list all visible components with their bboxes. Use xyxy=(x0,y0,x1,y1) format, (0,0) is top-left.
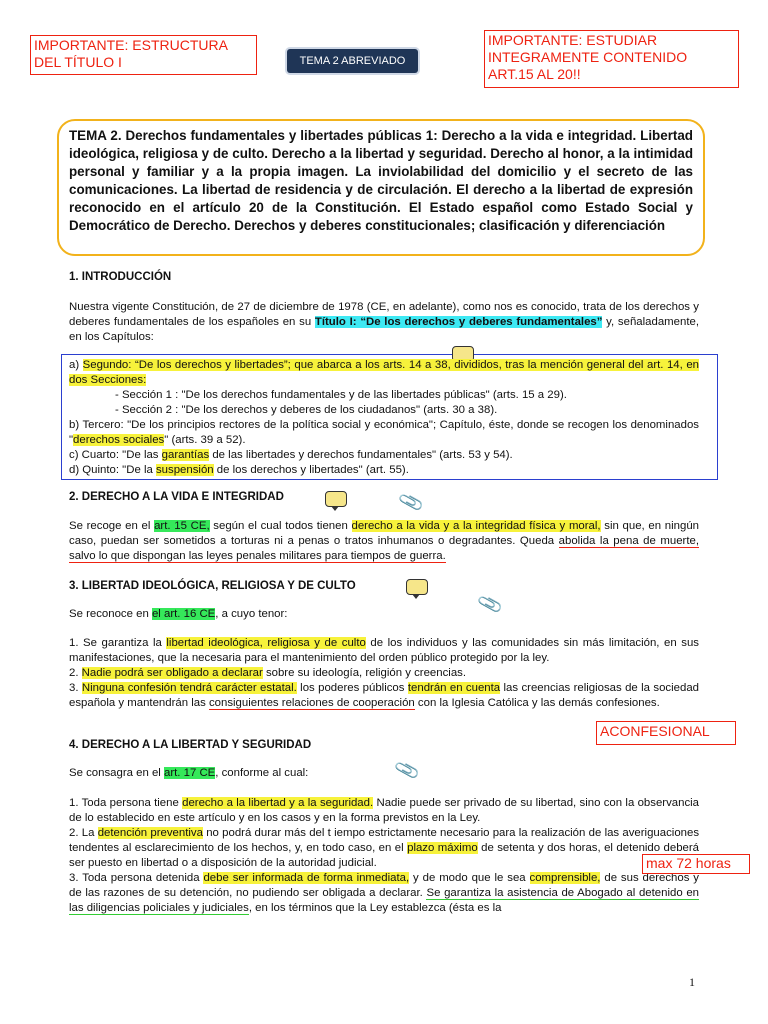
text: " (arts. 39 a 52). xyxy=(164,434,246,446)
text: , conforme al cual: xyxy=(215,767,309,779)
text: según el cual todos tienen xyxy=(209,520,352,532)
item-1 xyxy=(69,796,699,826)
highlight: derecho a la vida y a la integridad física y moral, xyxy=(351,520,601,532)
section-1-heading: 1. INTRODUCCIÓN xyxy=(69,271,172,283)
note-aconfesional: ACONFESIONAL xyxy=(596,721,736,745)
comment-icon[interactable] xyxy=(406,579,428,595)
text: con la Iglesia Católica y las demás confesiones. xyxy=(414,697,660,709)
text: y de modo que le sea xyxy=(409,872,530,884)
highlight: suspensión xyxy=(155,464,214,476)
highlight: tendrán en cuenta xyxy=(407,682,501,694)
text: sin que, en ningún caso, puedan ser sometidos a torturas ni a penas o tratos inhumanos o degradantes. Queda xyxy=(69,520,699,547)
paperclip-icon[interactable]: 📎 xyxy=(393,756,421,784)
underline: Se garantiza la asistencia de Abogado al detenido en las diligencias policiales y judiciales xyxy=(69,887,699,914)
underline: consiguientes relaciones de cooperación xyxy=(208,697,415,709)
highlight: plazo máximo xyxy=(407,842,478,854)
section-4-heading: 4. DERECHO A LA LIBERTAD Y SEGURIDAD xyxy=(69,739,312,751)
tema-abreviado-button[interactable]: TEMA 2 ABREVIADO xyxy=(287,49,418,73)
highlight: debe ser informada de forma inmediata, xyxy=(203,872,410,884)
text: los poderes públicos xyxy=(296,682,408,694)
highlight: derechos sociales xyxy=(73,434,165,446)
text: c) Cuarto: "De las xyxy=(69,449,162,461)
text: d) Quinto: "De la xyxy=(69,464,156,476)
highlight: Ninguna confesión tendrá carácter estatal. xyxy=(81,682,297,694)
section-4-intro xyxy=(69,766,699,781)
text: de las libertades y derechos fundamentales" (arts. 53 y 54). xyxy=(209,449,513,461)
highlight: derecho a la libertad y a la seguridad. xyxy=(182,797,374,809)
chapter-d xyxy=(69,463,699,478)
text: 2. xyxy=(69,667,82,679)
text: sobre su ideología, religión y creencias. xyxy=(262,667,467,679)
text: 3. Toda persona detenida xyxy=(69,872,204,884)
text: de setenta y dos horas, el detenido deberá ser puesto en libertad o a disposición de la autoridad judicial. xyxy=(69,842,700,869)
text: y, señaladamente, en los Capítulos: xyxy=(69,316,699,343)
chapters-list xyxy=(69,358,699,478)
note-structure: IMPORTANTE: ESTRUCTURA DEL TÍTULO I xyxy=(30,35,257,75)
text: 3. xyxy=(69,682,82,694)
item-3 xyxy=(69,681,699,711)
text: Se reconoce en xyxy=(69,608,152,620)
text: Nadie puede ser privado de su libertad, sino con la observancia de lo establecido en este artículo y en los casos y en la forma previstos en la Ley. xyxy=(69,797,700,824)
text: 1. Toda persona tiene xyxy=(69,797,183,809)
text: , en los términos que la Ley establezca (ésta es la xyxy=(248,902,502,914)
text: de sus derechos y de las razones de su detención, no pudiendo ser obligada a declarar. xyxy=(69,872,700,899)
highlight: detención preventiva xyxy=(97,827,203,839)
highlight-art: el art. 16 CE xyxy=(151,608,216,620)
item-2 xyxy=(69,666,699,681)
text: Se consagra en el xyxy=(69,767,164,779)
page-number: 1 xyxy=(689,975,695,989)
text: no podrá durar más del t iempo estrictamente necesario para la realización de las averiguaciones tendentes al esclarecimiento de los hechos, y, en todo caso, en el xyxy=(69,827,700,854)
highlight: Segundo: “De los derechos y libertades”; que abarca a los arts. 14 a 38, divididos, tras la mención general del art. 14, en dos Secciones: xyxy=(69,359,699,386)
text: 1. Se garantiza la xyxy=(69,637,167,649)
note-study: IMPORTANTE: ESTUDIAR INTEGRAMENTE CONTENIDO ART.15 AL 20!! xyxy=(484,30,739,88)
text: , a cuyo tenor: xyxy=(215,608,288,620)
text: a) xyxy=(69,359,83,371)
text: Nuestra vigente Constitución, de 27 de diciembre de 1978 (CE, en adelante), como nos es conocido, trata de los derechos y deberes fundamentales de los españoles en su xyxy=(69,301,699,328)
text: de los individuos y las comunidades sin más limitación, en sus manifestaciones, que la necesaria para el mantenimiento del orden público protegido por la ley. xyxy=(69,637,699,664)
item-3 xyxy=(69,871,699,916)
section-2-text xyxy=(69,519,699,564)
text: Se recoge en el xyxy=(69,520,155,532)
highlight: comprensible, xyxy=(529,872,601,884)
comment-icon[interactable] xyxy=(325,491,347,507)
highlight: Nadie podrá ser obligado a declarar xyxy=(81,667,263,679)
section-1-intro xyxy=(69,300,699,345)
paperclip-icon[interactable]: 📎 xyxy=(476,590,504,618)
section-2-item: - Sección 2 : "De los derechos y deberes de los ciudadanos" (arts. 30 a 38). xyxy=(115,404,498,416)
chapter-c xyxy=(69,448,699,463)
item-2 xyxy=(69,826,699,871)
section-3-heading: 3. LIBERTAD IDEOLÓGICA, RELIGIOSA Y DE CULTO xyxy=(69,580,356,592)
text: de los derechos y libertades" (art. 55). xyxy=(213,464,409,476)
paperclip-icon[interactable]: 📎 xyxy=(397,488,425,516)
chapter-a xyxy=(69,358,699,388)
note-max-72-horas: max 72 horas xyxy=(642,854,750,874)
text: b) Tercero: "De los principios rectores de la política social y económica"; Capítulo, éste, donde se recogen los denominados " xyxy=(69,419,699,446)
section-2-heading: 2. DERECHO A LA VIDA E INTEGRIDAD xyxy=(69,491,284,503)
section-1-item: - Sección 1 : "De los derechos fundamentales y de las libertades públicas" (arts. 15 a 29). xyxy=(115,389,567,401)
page-title: TEMA 2. Derechos fundamentales y libertades públicas 1: Derecho a la vida e integridad. Libertad ideológica, religiosa y de culto. Derecho a la libertad y seguridad. Derecho al honor, a la intimidad personal y familiar y a la propia imagen. La inviolabilidad del domicilio y el secreto de las comunicaciones. La libertad de residencia y de circulación. El derecho a la libertad de expresión reconocido en el artículo 20 de la Constitución. El Estado español como Estado Social y Democrático de Derecho. Derechos y deberes constitucionales; clasificación y diferenciación xyxy=(69,128,693,233)
highlight: libertad ideológica, religiosa y de culto xyxy=(166,637,366,649)
section-3-list xyxy=(69,636,699,711)
title-box xyxy=(57,119,705,256)
highlight-titulo: Título I: “De los derechos y deberes fundamentales” xyxy=(314,316,603,328)
text: 2. La xyxy=(69,827,98,839)
highlight: garantías xyxy=(161,449,210,461)
highlight-art: art. 17 CE xyxy=(164,767,216,779)
text: las creencias religiosas de la sociedad española y mantendrán las xyxy=(69,682,699,709)
highlight-art: art. 15 CE, xyxy=(154,520,210,532)
section-4-list xyxy=(69,796,699,916)
underline: abolida la pena de muerte, salvo lo que dispongan las leyes penales militares para tiempos de guerra. xyxy=(69,535,699,562)
section-3-intro xyxy=(69,607,699,622)
chapter-b xyxy=(69,418,699,448)
item-1 xyxy=(69,636,699,666)
